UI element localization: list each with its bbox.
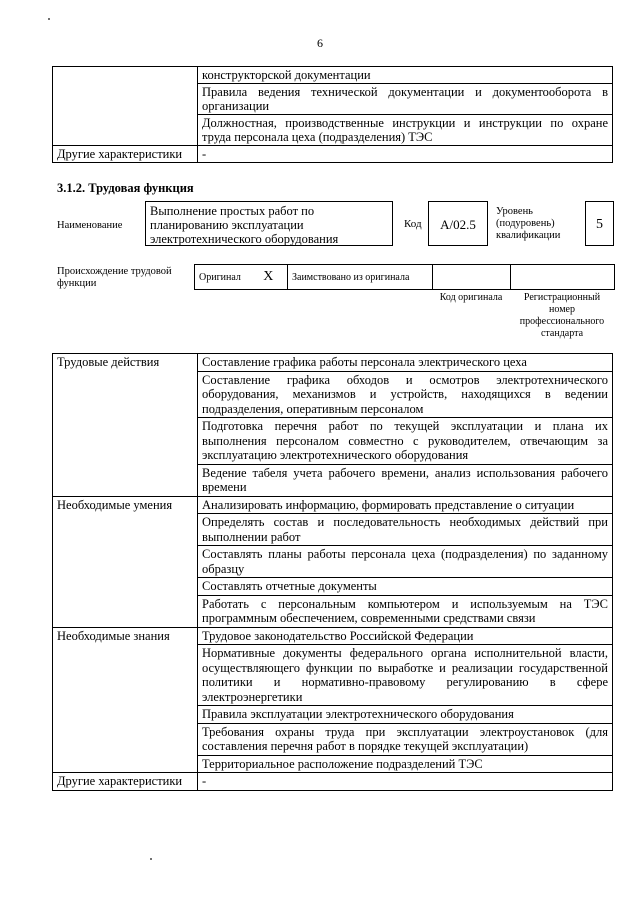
reg-caption: Регистрационный номер профессионального стандарта [519,292,605,339]
row-item: - [198,146,613,163]
row-item: Определять состав и последовательность необходимых действий при выполнении работ [198,514,613,546]
row-label: Необходимые умения [53,496,198,627]
row-item: Ведение табеля учета рабочего времени, анализ использования рабочего времени [198,464,613,496]
row-item: Правила ведения технической документации и документооборота в организации [198,84,613,115]
scan-mark [48,18,50,20]
row-item: Нормативные документы федерального органа исполнительной власти, осуществляющего функции по выработке и реализации государственной политики и нормативно-правовому регулированию в сфере электроэнергетики [198,645,613,706]
row-item: Трудовое законодательство Российской Федерации [198,627,613,645]
code-value: A/02.5 [428,201,488,246]
table-row [53,496,613,514]
code-label: Код [404,218,422,230]
name-value: Выполнение простых работ по планированию эксплуатации электротехнического оборудования [145,201,393,246]
original-mark: X [250,265,288,290]
main-table [52,353,613,791]
level-value: 5 [585,201,614,246]
row-item: конструкторской документации [198,67,613,84]
row-item: Составлять отчетные документы [198,578,613,596]
row-item: Анализировать информацию, формировать представление о ситуации [198,496,613,514]
row-label: Необходимые знания [53,627,198,773]
row-label: Трудовые действия [53,354,198,497]
page-number: 6 [317,36,323,50]
row-item: Работать с персональным компьютером и используемым на ТЭС программным обеспечением, современными средствами связи [198,595,613,627]
original-label: Оригинал [195,265,250,290]
name-label: Наименование [57,220,123,231]
level-label: Уровень (подуровень) квалификации [496,206,561,241]
origin-table [194,264,615,290]
scan-mark [150,858,152,860]
table-row [53,627,613,645]
row-item: - [198,773,613,791]
row-item: Правила эксплуатации электротехнического оборудования [198,706,613,724]
row-item: Территориальное расположение подразделений ТЭС [198,755,613,773]
row-label: Другие характеристики [53,146,198,163]
top-table [52,66,613,163]
table-row [53,354,613,372]
origin-label: Происхождение трудовой функции [57,266,172,289]
table-row [53,773,613,791]
row-item: Подготовка перечня работ по текущей эксплуатации и плана их выполнения персоналом совместно с руководителем, отвечающим за эксплуатацию электротехнического оборудования [198,418,613,465]
row-item: Составлять планы работы персонала цеха (подразделения) по заданному образцу [198,546,613,578]
row-label [53,67,198,146]
table-row [53,67,613,84]
reg-number-cell [511,265,615,290]
row-item: Требования охраны труда при эксплуатации электроустановок (для составления перечня работ в порядке текущей эксплуатации) [198,723,613,755]
code-caption: Код оригинала [439,292,503,303]
original-code-cell [433,265,511,290]
row-item: Составление графика работы персонала электрического цеха [198,354,613,372]
row-item: Составление графика обходов и осмотров электротехнического оборудования, механизмов и устройств, находящихся в ведении подразделения, оперативным персоналом [198,371,613,418]
section-title: 3.1.2. Трудовая функция [57,181,194,195]
row-label: Другие характеристики [53,773,198,791]
borrowed-label: Заимствовано из оригинала [288,265,433,290]
row-item: Должностная, производственные инструкции и инструкции по охране труда персонала цеха (подразделения) ТЭС [198,115,613,146]
table-row [53,146,613,163]
